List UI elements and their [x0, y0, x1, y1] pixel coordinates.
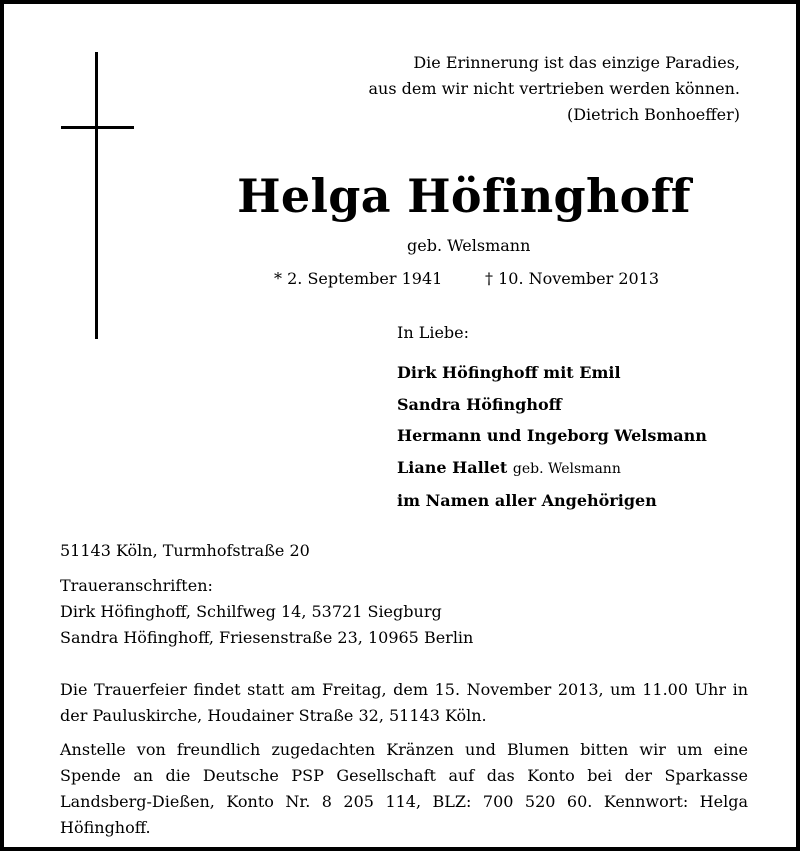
mourner-row — [397, 420, 707, 452]
birth-date: * 2. September 1941 — [274, 269, 443, 288]
quote-author: (Dietrich Bonhoeffer) — [566, 105, 740, 124]
quote — [369, 50, 741, 128]
mourner-row — [397, 452, 707, 486]
mourner-name: Liane Hallet — [397, 457, 508, 477]
mourner-name: Sandra Höfinghoff — [397, 394, 562, 414]
cross-icon-bar — [61, 126, 134, 129]
quote-line-1: Die Erinnerung ist das einzige Paradies, — [413, 53, 740, 72]
birth-name: geb. Welsmann — [407, 236, 531, 255]
mourners-list — [397, 357, 707, 517]
mourning-address-line: Sandra Höfinghoff, Friesenstraße 23, 10965 Berlin — [60, 628, 474, 647]
mourner-name: Hermann und Ingeborg Welsmann — [397, 426, 707, 445]
mourner-row — [397, 357, 707, 389]
mourners-intro: In Liebe: — [397, 323, 470, 342]
mourner-row — [397, 389, 707, 421]
death-date: † 10. November 2013 — [485, 269, 660, 288]
mourning-addresses-title: Traueranschriften: — [60, 576, 213, 595]
mourner-name: Dirk Höfinghoff mit Emil — [397, 363, 621, 382]
deceased-name: Helga Höfinghoff — [237, 169, 691, 223]
donation-info: Anstelle von freundlich zugedachten Kränzen und Blumen bitten wir um eine Spende an die Deutsche PSP Gesellschaft auf das Konto bei der Sparkasse Landsberg-Dießen, Konto Nr. 8 205 114, BLZ: 700 520 60. Kennwort: Helga Höfinghoff. — [60, 740, 748, 837]
mourning-address-line: Dirk Höfinghoff, Schilfweg 14, 53721 Siegburg — [60, 602, 442, 621]
quote-line-2: aus dem wir nicht vertrieben werden können. — [368, 79, 740, 98]
mourning-addresses — [60, 573, 748, 651]
ceremony-info: Die Trauerfeier findet statt am Freitag, dem 15. November 2013, um 11.00 Uhr in der Pauluskirche, Houdainer Straße 32, 51143 Köln. — [60, 680, 748, 725]
mourner-note: geb. Welsmann — [512, 460, 621, 477]
mourner-row — [397, 485, 707, 517]
home-address: 51143 Köln, Turmhofstraße 20 — [60, 541, 310, 560]
mourner-name: im Namen aller Angehörigen — [397, 491, 657, 510]
